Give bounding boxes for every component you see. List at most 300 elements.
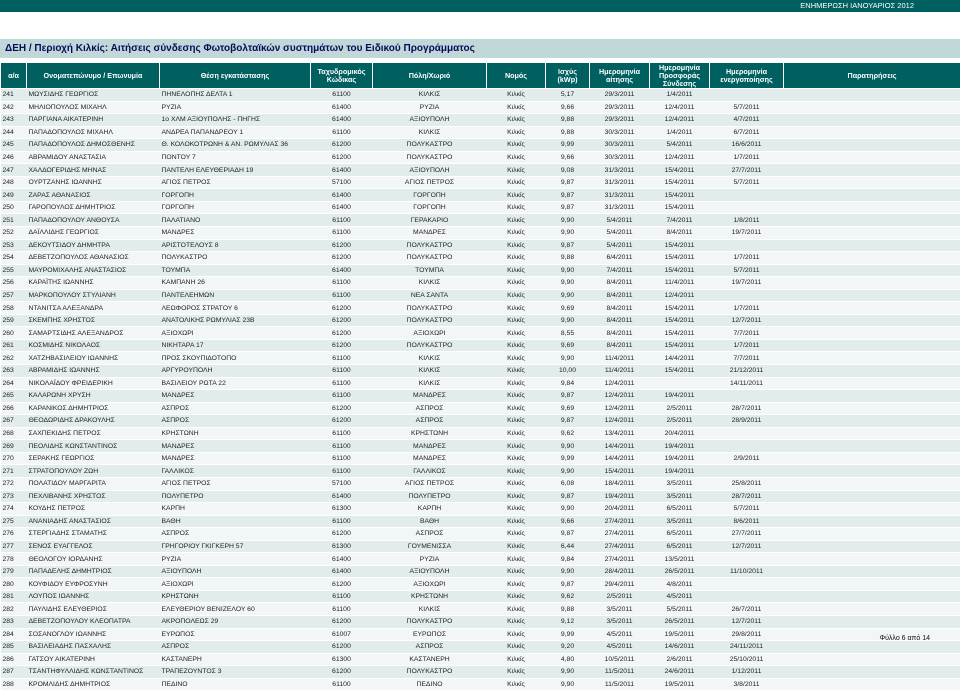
cell-application-date: 11/4/2011 [590,365,650,378]
cell-city: ΚΙΛΚΙΣ [373,277,487,290]
cell-location: ΓΟΡΓΟΠΗ [160,189,311,202]
cell-activation-date: 28/9/2011 [710,415,784,428]
cell-remarks [784,553,960,566]
cell-aa: 276 [1,528,27,541]
cell-power: 9,90 [546,440,590,453]
cell-location: ΓΡΗΓΟΡΙΟΥ ΓΚΙΓΚΕΡΗ 57 [160,540,311,553]
cell-offer-date: 15/4/2011 [650,365,710,378]
table-row [1,214,960,227]
cell-location: ΠΑΝΤΕΛΗ ΕΛΕΥΘΕΡΙΑΔΗ 19 [160,164,311,177]
cell-location: ΜΑΝΔΡΕΣ [160,452,311,465]
cell-prefecture: Κιλκίς [487,678,546,691]
cell-offer-date: 19/4/2011 [650,465,710,478]
cell-postcode: 61100 [311,515,373,528]
cell-aa: 242 [1,101,27,114]
cell-city: ΓΟΥΜΕΝΙΣΣΑ [373,540,487,553]
cell-offer-date: 15/4/2011 [650,264,710,277]
cell-prefecture: Κιλκίς [487,227,546,240]
cell-power: 9,08 [546,164,590,177]
cell-remarks [784,314,960,327]
cell-activation-date: 5/7/2011 [710,101,784,114]
cell-offer-date: 15/4/2011 [650,339,710,352]
cell-activation-date: 28/7/2011 [710,402,784,415]
cell-aa: 258 [1,302,27,315]
cell-city: ΚΙΛΚΙΣ [373,603,487,616]
cell-offer-date: 3/5/2011 [650,490,710,503]
cell-city: ΓΟΡΓΟΠΗ [373,189,487,202]
cell-remarks [784,653,960,666]
cell-location: ΠΟΛΥΚΑΣΤΡΟ [160,252,311,265]
cell-activation-date: 5/7/2011 [710,264,784,277]
cell-power: 9,62 [546,427,590,440]
cell-offer-date: 19/4/2011 [650,452,710,465]
cell-offer-date: 19/4/2011 [650,440,710,453]
cell-activation-date [710,89,784,102]
cell-offer-date: 3/5/2011 [650,515,710,528]
cell-name: ΘΕΟΛΟΓΟΥ ΙΟΡΔΑΝΗΣ [27,553,160,566]
cell-location: ΒΑΣΙΛΕΙΟΥ ΡΩΤΑ 22 [160,377,311,390]
cell-aa: 243 [1,114,27,127]
cell-name: ΚΡΟΜΛΙΔΗΣ ΔΗΜΗΤΡΙΟΣ [27,678,160,691]
cell-activation-date [710,578,784,591]
cell-remarks [784,565,960,578]
cell-location: ΤΟΥΜΠΑ [160,264,311,277]
cell-power: 6,08 [546,477,590,490]
cell-city: ΜΑΝΔΡΕΣ [373,227,487,240]
table-row [1,302,960,315]
col-header-location: Θέση εγκατάστασης [160,63,311,89]
table-row [1,176,960,189]
cell-aa: 263 [1,365,27,378]
table-row [1,653,960,666]
cell-location: ΒΑΘΗ [160,515,311,528]
cell-power: 9,20 [546,641,590,654]
cell-prefecture: Κιλκίς [487,603,546,616]
cell-city: ΑΓΙΟΣ ΠΕΤΡΟΣ [373,176,487,189]
cell-application-date: 5/4/2011 [590,214,650,227]
table-row [1,678,960,691]
cell-name: ΠΟΛΑΤΙΔΟΥ ΜΑΡΓΑΡΙΤΑ [27,477,160,490]
cell-power: 9,90 [546,264,590,277]
cell-prefecture: Κιλκίς [487,114,546,127]
cell-location: ΑΡΙΣΤΟΤΕΛΟΥΣ 8 [160,239,311,252]
cell-aa: 261 [1,339,27,352]
cell-postcode: 61100 [311,590,373,603]
cell-application-date: 30/3/2011 [590,126,650,139]
cell-postcode: 61007 [311,628,373,641]
cell-prefecture: Κιλκίς [487,302,546,315]
cell-remarks [784,578,960,591]
cell-remarks [784,603,960,616]
cell-location: ΑΞΙΟΧΩΡΙ [160,327,311,340]
cell-location: ΓΟΡΓΟΠΗ [160,201,311,214]
cell-offer-date: 6/5/2011 [650,503,710,516]
col-header-offer-date: Ημερομηνία Προσφοράς Σύνδεσης [650,63,710,89]
cell-postcode: 61200 [311,327,373,340]
col-header-name: Ονοματεπώνυμο / Επωνυμία [27,63,160,89]
cell-offer-date: 19/4/2011 [650,390,710,403]
cell-application-date: 27/4/2011 [590,540,650,553]
cell-prefecture: Κιλκίς [487,553,546,566]
cell-remarks [784,402,960,415]
cell-power: 9,87 [546,578,590,591]
cell-city: ΤΟΥΜΠΑ [373,264,487,277]
cell-application-date: 12/4/2011 [590,377,650,390]
cell-remarks [784,427,960,440]
cell-location: ΑΣΠΡΟΣ [160,415,311,428]
col-header-city: Πόλη/Χωριό [373,63,487,89]
cell-aa: 252 [1,227,27,240]
cell-remarks [784,189,960,202]
cell-name: ΔΕΒΕΤΖΟΠΟΥΛΟΣ ΑΘΑΝΑΣΙΟΣ [27,252,160,265]
table-row [1,565,960,578]
cell-name: ΚΑΡΑΝΙΚΟΣ ΔΗΜΗΤΡΙΟΣ [27,402,160,415]
cell-application-date: 2/5/2011 [590,590,650,603]
cell-activation-date [710,465,784,478]
col-header-remarks: Παρατηρήσεις [784,63,960,89]
cell-prefecture: Κιλκίς [487,628,546,641]
cell-power: 9,90 [546,277,590,290]
cell-aa: 253 [1,239,27,252]
cell-power: 9,87 [546,201,590,214]
cell-city: ΠΟΛΥΚΑΣΤΡΟ [373,666,487,679]
cell-power: 9,99 [546,452,590,465]
cell-prefecture: Κιλκίς [487,641,546,654]
cell-prefecture: Κιλκίς [487,503,546,516]
cell-application-date: 30/3/2011 [590,151,650,164]
cell-application-date: 3/5/2011 [590,615,650,628]
cell-activation-date: 2/9/2011 [710,452,784,465]
cell-offer-date: 15/4/2011 [650,201,710,214]
cell-prefecture: Κιλκίς [487,377,546,390]
cell-offer-date: 6/5/2011 [650,528,710,541]
cell-power: 9,87 [546,490,590,503]
cell-application-date: 12/4/2011 [590,390,650,403]
cell-name: ΓΑΡΟΠΟΥΛΟΣ ΔΗΜΗΤΡΙΟΣ [27,201,160,214]
cell-power: 9,84 [546,553,590,566]
cell-remarks [784,264,960,277]
cell-name: ΚΑΡΑΪΤΗΣ ΙΩΑΝΝΗΣ [27,277,160,290]
cell-name: ΠΑΠΑΔΟΠΟΥΛΟΣ ΔΗΜΟΣΘΕΝΗΣ [27,139,160,152]
cell-aa: 265 [1,390,27,403]
cell-remarks [784,239,960,252]
page-footer: Φύλλο 6 από 14 [880,635,930,642]
cell-activation-date [710,289,784,302]
table-row [1,126,960,139]
cell-application-date: 6/4/2011 [590,252,650,265]
cell-postcode: 61100 [311,427,373,440]
cell-postcode: 61100 [311,227,373,240]
cell-city: ΓΟΡΓΟΠΗ [373,201,487,214]
cell-location: ΠΑΝΤΕΛΕΗΜΩΝ [160,289,311,302]
cell-aa: 273 [1,490,27,503]
cell-power: 9,66 [546,101,590,114]
cell-remarks [784,126,960,139]
table-row [1,528,960,541]
cell-name: ΑΝΑΝΙΑΔΗΣ ΑΝΑΣΤΑΣΙΟΣ [27,515,160,528]
cell-postcode: 61300 [311,540,373,553]
cell-remarks [784,327,960,340]
cell-activation-date: 24/11/2011 [710,641,784,654]
cell-offer-date: 8/4/2011 [650,227,710,240]
table-row [1,164,960,177]
cell-application-date: 8/4/2011 [590,339,650,352]
cell-remarks [784,515,960,528]
cell-postcode: 61100 [311,352,373,365]
cell-name: ΠΑΠΑΔΟΠΟΥΛΟΣ ΜΙΧΑΗΛ [27,126,160,139]
cell-city: ΓΑΛΛΙΚΟΣ [373,465,487,478]
cell-activation-date: 1/7/2011 [710,302,784,315]
cell-name: ΟΥΡΤΖΑΝΗΣ ΙΩΑΝΝΗΣ [27,176,160,189]
table-row [1,590,960,603]
cell-activation-date [710,189,784,202]
col-header-activation-date: Ημερομηνία ενεργοποίησης [710,63,784,89]
cell-name: ΣΤΕΡΓΙΑΔΗΣ ΣΤΑΜΑΤΗΣ [27,528,160,541]
cell-activation-date: 27/7/2011 [710,528,784,541]
cell-city: ΚΑΡΠΗ [373,503,487,516]
cell-city: ΜΑΝΔΡΕΣ [373,390,487,403]
cell-city: ΚΡΗΣΤΩΝΗ [373,427,487,440]
cell-offer-date: 1/4/2011 [650,126,710,139]
title-bar [0,39,960,58]
cell-name: ΠΑΥΛΙΔΗΣ ΕΛΕΥΘΕΡΙΟΣ [27,603,160,616]
cell-name: ΜΑΡΚΟΠΟΥΛΟΥ ΣΤΥΛΙΑΝΗ [27,289,160,302]
cell-power: 9,88 [546,114,590,127]
cell-city: ΑΞΙΟΥΠΟΛΗ [373,565,487,578]
cell-activation-date: 27/7/2011 [710,164,784,177]
cell-city: ΜΑΝΔΡΕΣ [373,452,487,465]
cell-aa: 280 [1,578,27,591]
cell-application-date: 5/4/2011 [590,227,650,240]
table-row [1,189,960,202]
cell-prefecture: Κιλκίς [487,264,546,277]
cell-location: ΑΞΙΟΧΩΡΙ [160,578,311,591]
cell-application-date: 29/3/2011 [590,114,650,127]
cell-power: 9,66 [546,151,590,164]
cell-offer-date: 24/6/2011 [650,666,710,679]
cell-aa: 275 [1,515,27,528]
cell-location: ΚΑΣΤΑΝΕΡΗ [160,653,311,666]
cell-postcode: 61200 [311,578,373,591]
cell-remarks [784,465,960,478]
cell-power: 9,90 [546,465,590,478]
cell-activation-date [710,590,784,603]
cell-offer-date: 26/5/2011 [650,615,710,628]
cell-aa: 279 [1,565,27,578]
cell-name: ΚΟΥΔΗΣ ΠΕΤΡΟΣ [27,503,160,516]
applications-table [0,62,960,691]
cell-name: ΣΤΡΑΤΟΠΟΥΛΟΥ ΖΩΗ [27,465,160,478]
table-row [1,151,960,164]
table-row [1,264,960,277]
cell-offer-date: 12/4/2011 [650,289,710,302]
cell-aa: 257 [1,289,27,302]
cell-power: 9,88 [546,126,590,139]
cell-application-date: 8/4/2011 [590,289,650,302]
cell-power: 9,90 [546,678,590,691]
cell-aa: 284 [1,628,27,641]
cell-power: 9,99 [546,628,590,641]
cell-city: ΠΟΛΥΠΕΤΡΟ [373,490,487,503]
cell-postcode: 61200 [311,666,373,679]
cell-name: ΣΑΧΠΕΚΙΔΗΣ ΠΕΤΡΟΣ [27,427,160,440]
cell-postcode: 61100 [311,289,373,302]
cell-activation-date: 8/6/2011 [710,515,784,528]
cell-application-date: 20/4/2011 [590,503,650,516]
table-row [1,252,960,265]
cell-aa: 285 [1,641,27,654]
cell-power: 9,66 [546,515,590,528]
cell-offer-date: 20/4/2011 [650,427,710,440]
cell-aa: 269 [1,440,27,453]
cell-remarks [784,365,960,378]
cell-name: ΝΤΑΝΙΤΣΑ ΑΛΕΞΑΝΔΡΑ [27,302,160,315]
table-row [1,314,960,327]
cell-power: 9,69 [546,302,590,315]
cell-application-date: 11/5/2011 [590,678,650,691]
cell-postcode: 61200 [311,302,373,315]
cell-postcode: 61400 [311,101,373,114]
cell-location: ΑΚΡΟΠΟΛΕΩΣ 29 [160,615,311,628]
cell-aa: 250 [1,201,27,214]
cell-postcode: 61100 [311,126,373,139]
cell-application-date: 30/3/2011 [590,139,650,152]
cell-postcode: 61400 [311,264,373,277]
cell-postcode: 61200 [311,139,373,152]
table-row [1,352,960,365]
cell-location: ΜΑΝΔΡΕΣ [160,440,311,453]
cell-city: ΒΑΘΗ [373,515,487,528]
cell-aa: 260 [1,327,27,340]
cell-activation-date: 4/7/2011 [710,114,784,127]
cell-application-date: 10/5/2011 [590,653,650,666]
cell-aa: 286 [1,653,27,666]
cell-offer-date: 6/5/2011 [650,540,710,553]
cell-city: ΡΥΖΙΑ [373,101,487,114]
cell-offer-date: 19/5/2011 [650,678,710,691]
cell-postcode: 61400 [311,164,373,177]
table-row [1,628,960,641]
cell-application-date: 29/4/2011 [590,578,650,591]
table-row [1,465,960,478]
cell-postcode: 61100 [311,365,373,378]
cell-city: ΓΕΡΑΚΑΡΙΟ [373,214,487,227]
cell-prefecture: Κιλκίς [487,252,546,265]
cell-offer-date: 5/5/2011 [650,603,710,616]
cell-remarks [784,151,960,164]
cell-aa: 277 [1,540,27,553]
cell-prefecture: Κιλκίς [487,277,546,290]
cell-activation-date: 7/7/2011 [710,327,784,340]
cell-prefecture: Κιλκίς [487,214,546,227]
cell-activation-date: 1/8/2011 [710,214,784,227]
cell-remarks [784,452,960,465]
cell-application-date: 8/4/2011 [590,314,650,327]
table-row [1,477,960,490]
cell-power: 9,90 [546,503,590,516]
cell-prefecture: Κιλκίς [487,578,546,591]
cell-aa: 244 [1,126,27,139]
cell-postcode: 61100 [311,390,373,403]
cell-prefecture: Κιλκίς [487,590,546,603]
cell-activation-date: 5/7/2011 [710,176,784,189]
cell-offer-date: 12/4/2011 [650,101,710,114]
cell-name: ΜΑΥΡΟΜΙΧΑΛΗΣ ΑΝΑΣΤΑΣΙΟΣ [27,264,160,277]
cell-offer-date: 3/5/2011 [650,477,710,490]
cell-postcode: 61200 [311,252,373,265]
cell-location: ΚΡΗΣΤΩΝΗ [160,427,311,440]
cell-application-date: 31/3/2011 [590,176,650,189]
cell-activation-date: 21/12/2011 [710,365,784,378]
cell-city: ΜΑΝΔΡΕΣ [373,440,487,453]
cell-location: ΑΝΑΤΟΛΙΚΗΣ ΡΩΜΥΛΙΑΣ 23Β [160,314,311,327]
cell-activation-date: 28/7/2011 [710,490,784,503]
cell-aa: 247 [1,164,27,177]
cell-activation-date: 1/7/2011 [710,151,784,164]
cell-location: ΑΣΠΡΟΣ [160,402,311,415]
cell-activation-date: 29/8/2011 [710,628,784,641]
cell-prefecture: Κιλκίς [487,201,546,214]
cell-remarks [784,214,960,227]
cell-city: ΑΣΠΡΟΣ [373,641,487,654]
cell-name: ΣΕΡΑΚΗΣ ΓΕΩΡΓΙΟΣ [27,452,160,465]
cell-name: ΧΑΤΖΗΒΑΣΙΛΕΙΟΥ ΙΩΑΝΝΗΣ [27,352,160,365]
cell-offer-date: 15/4/2011 [650,164,710,177]
table-row [1,89,960,102]
cell-aa: 274 [1,503,27,516]
cell-activation-date: 3/8/2011 [710,678,784,691]
cell-remarks [784,227,960,240]
cell-location: ΑΡΓΥΡΟΥΠΟΛΗ [160,365,311,378]
cell-location: ΠΟΛΥΠΕΤΡΟ [160,490,311,503]
cell-aa: 254 [1,252,27,265]
cell-name: ΛΟΥΠΟΣ ΙΩΑΝΝΗΣ [27,590,160,603]
table-row [1,415,960,428]
cell-postcode: 61200 [311,339,373,352]
cell-name: ΒΑΣΙΛΕΙΑΔΗΣ ΠΑΣΧΑΛΗΣ [27,641,160,654]
cell-aa: 272 [1,477,27,490]
cell-power: 9,90 [546,214,590,227]
col-header-aa: α/α [1,63,27,89]
cell-power: 4,80 [546,653,590,666]
cell-remarks [784,415,960,428]
cell-prefecture: Κιλκίς [487,528,546,541]
cell-city: ΚΙΛΚΙΣ [373,377,487,390]
cell-postcode: 61400 [311,201,373,214]
cell-activation-date: 19/7/2011 [710,227,784,240]
cell-offer-date: 2/6/2011 [650,653,710,666]
cell-aa: 283 [1,615,27,628]
cell-activation-date: 1/7/2011 [710,339,784,352]
cell-name: ΘΕΟΔΩΡΙΔΗΣ ΔΡΑΚΟΥΛΗΣ [27,415,160,428]
cell-prefecture: Κιλκίς [487,427,546,440]
cell-offer-date: 12/4/2011 [650,114,710,127]
cell-name: ΝΙΚΟΛΑΪΔΟΥ ΦΡΕΙΔΕΡΙΚΗ [27,377,160,390]
cell-city: ΚΙΛΚΙΣ [373,126,487,139]
cell-aa: 245 [1,139,27,152]
table-row [1,139,960,152]
cell-offer-date: 15/4/2011 [650,314,710,327]
cell-name: ΠΑΠΑΔΟΠΟΥΛΟΥ ΑΝΘΟΥΣΑ [27,214,160,227]
cell-activation-date [710,201,784,214]
cell-application-date: 18/4/2011 [590,477,650,490]
cell-aa: 241 [1,89,27,102]
table-row [1,339,960,352]
cell-remarks [784,540,960,553]
cell-postcode: 61200 [311,402,373,415]
cell-city: ΑΣΠΡΟΣ [373,402,487,415]
cell-remarks [784,641,960,654]
